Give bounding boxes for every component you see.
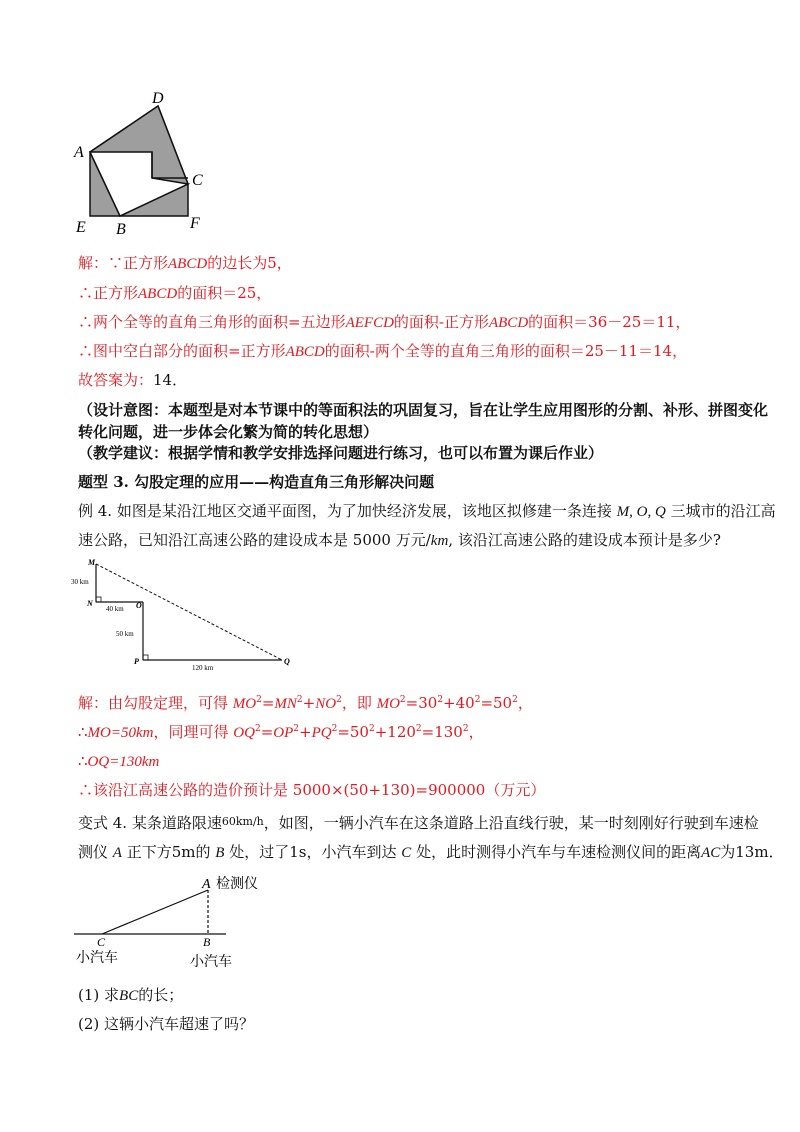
design-intent-line1: （设计意图：本题型是对本节课中的等面积法的巩固复习，旨在让学生应用图形的分割、补形、拼图变化: [78, 401, 769, 419]
label-E: E: [76, 219, 86, 236]
figure-traffic-map: [70, 556, 300, 672]
map-label-M: M: [88, 558, 96, 567]
solution4-line2: ∴MO=50km，同理可得 $OQ^2=OP^2+PQ^2=50^2+120^2=130^2$，: [78, 723, 484, 741]
solution1-line1: 解：∵正方形ABCD的边长为5，: [78, 254, 292, 272]
map-label-op: 50 km: [116, 630, 134, 638]
solution1-answer: 故答案为：14．: [78, 371, 188, 389]
map-label-P: P: [134, 657, 139, 666]
car-label-C: 小汽车: [76, 951, 118, 966]
solution1-line3: ∴两个全等的直角三角形的面积=五边形AEFCD的面积-正方形ABCD的面积＝36－25＝11，: [78, 313, 691, 331]
design-intent-line2: 转化问题，进一步体会化繁为简的转化思想）: [78, 423, 379, 441]
map-label-pq: 120 km: [192, 664, 214, 672]
section-title: 题型 3. 勾股定理的应用——构造直角三角形解决问题: [78, 473, 435, 491]
label-B: B: [116, 221, 126, 238]
solution4-line3: ∴OQ=130km: [78, 752, 160, 770]
map-label-no: 40 km: [106, 605, 124, 613]
question-2: (2) 这辆小汽车超速了吗？: [78, 1015, 255, 1033]
label-C: C: [192, 172, 203, 189]
map-label-mn: 30 km: [71, 578, 89, 586]
detector-label-B: B: [203, 935, 211, 949]
solution1-line4: ∴图中空白部分的面积=正方形ABCD的面积-两个全等的直角三角形的面积＝25－11＝14，: [78, 342, 688, 360]
detector-label-A: A: [202, 877, 211, 892]
label-A: A: [74, 144, 84, 161]
map-label-O: O: [136, 601, 142, 610]
teaching-advice: （教学建议：根据学情和教学安排选择问题进行练习，也可以布置为课后作业）: [78, 444, 604, 462]
question-1: (1) 求BC的长；: [78, 986, 184, 1004]
solution4-line1: 解：由勾股定理，可得 $MO^2=MN^2+NO^2$，即 $MO^2=30^2+40^2=50^2$，: [78, 694, 533, 712]
solution1-line2: ∴正方形ABCD的面积＝25，: [78, 284, 272, 302]
map-label-N: N: [87, 599, 93, 608]
figure-square-pentagon: [70, 92, 220, 242]
figure-speed-detector: [74, 872, 274, 972]
label-F: F: [190, 215, 200, 232]
solution4-line4: ∴该沿江高速公路的造价预计是 5000×(50+130)=900000（万元）: [78, 781, 546, 799]
label-D: D: [152, 92, 164, 107]
detector-label: 检测仪: [216, 877, 258, 892]
car-label-B: 小汽车: [190, 955, 232, 970]
map-label-Q: Q: [284, 657, 290, 666]
example4-line1: 例 4. 如图是某沿江地区交通平面图，为了加快经济发展，该地区拟修建一条连接 M, O, Q 三城市的沿江高: [78, 502, 776, 520]
variant4-line1: 变式 4. 某条道路限速$^{60km/h}$，如图，一辆小汽车在这条道路上沿直线行驶，某一时刻刚好行驶到车速检: [78, 814, 759, 832]
variant4-line2: 测仪 A 正下方5m的 B 处，过了1s，小汽车到达 C 处，此时测得小汽车与车速检测仪间的距离AC为13m．: [78, 843, 784, 861]
example4-line2: 速公路，已知沿江高速公路的建设成本是 5000 万元/km, 该沿江高速公路的建设成本预计是多少?: [78, 531, 721, 549]
detector-label-C: C: [97, 935, 106, 949]
